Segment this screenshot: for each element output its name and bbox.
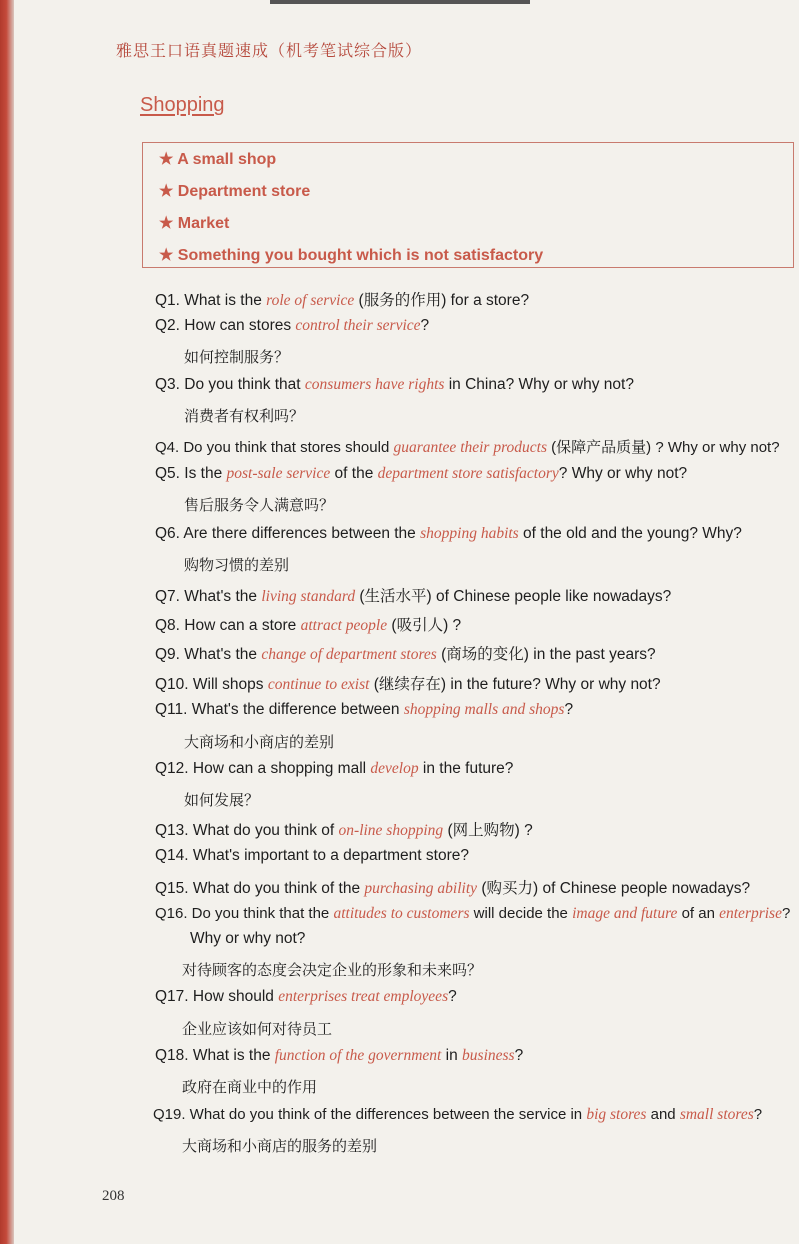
question-17-translation: 企业应该如何对待员工 <box>182 1021 333 1038</box>
question-16-translation: 对待顾客的态度会决定企业的形象和未来吗？ <box>182 962 483 979</box>
question-2: Q2. How can stores control their service? <box>155 317 430 334</box>
section-title: Shopping <box>140 94 225 116</box>
question-11-translation: 大商场和小商店的差别 <box>184 734 335 751</box>
question-16-continuation: Why or why not? <box>190 930 306 947</box>
question-14: Q14. What's important to a department store? <box>155 847 469 864</box>
question-18: Q18. What is the function of the government in business? <box>155 1047 524 1064</box>
question-5-translation: 售后服务令人满意吗？ <box>184 497 335 514</box>
question-6: Q6. Are there differences between the shopping habits of the old and the young? Why? <box>155 525 742 542</box>
running-head: 雅思王口语真题速成（机考笔试综合版） <box>116 41 423 60</box>
scan-top-bar <box>270 0 530 4</box>
question-6-translation: 购物习惯的差别 <box>184 557 290 574</box>
question-15: Q15. What do you think of the purchasing ability (购买力) of Chinese people nowadays? <box>155 880 751 897</box>
question-2-translation: 如何控制服务？ <box>184 349 290 366</box>
question-7: Q7. What's the living standard (生活水平) of Chinese people like nowadays? <box>155 588 672 605</box>
question-10: Q10. Will shops continue to exist (继续存在) in the future? Why or why not? <box>155 676 661 693</box>
question-4: Q4. Do you think that stores should guarantee their products (保障产品质量) ? Why or why not? <box>155 439 780 456</box>
question-12: Q12. How can a shopping mall develop in the future? <box>155 760 514 777</box>
question-18-translation: 政府在商业中的作用 <box>182 1079 318 1096</box>
topic-item: ★ Market <box>159 215 230 232</box>
question-3-translation: 消费者有权利吗？ <box>184 408 305 425</box>
question-12-translation: 如何发展？ <box>184 792 260 809</box>
question-1: Q1. What is the role of service (服务的作用) for a store? <box>155 292 530 309</box>
question-13: Q13. What do you think of on-line shopping (网上购物) ? <box>155 822 533 839</box>
question-9: Q9. What's the change of department stores (商场的变化) in the past years? <box>155 646 656 663</box>
question-8: Q8. How can a store attract people (吸引人) ? <box>155 617 462 634</box>
question-19-translation: 大商场和小商店的服务的差别 <box>182 1138 378 1155</box>
page-number: 208 <box>102 1188 125 1204</box>
question-3: Q3. Do you think that consumers have rights in China? Why or why not? <box>155 376 634 393</box>
question-17: Q17. How should enterprises treat employees? <box>155 988 457 1005</box>
question-5: Q5. Is the post-sale service of the department store satisfactory? Why or why not? <box>155 465 688 482</box>
question-11: Q11. What's the difference between shopping malls and shops? <box>155 701 574 718</box>
topic-item: ★ Something you bought which is not satisfactory <box>159 247 544 264</box>
topic-box <box>142 142 794 268</box>
page-binding-edge <box>0 0 14 1244</box>
question-19: Q19. What do you think of the differences between the service in big stores and small stores? <box>153 1106 763 1123</box>
topic-item: ★ A small shop <box>159 151 277 168</box>
question-16: Q16. Do you think that the attitudes to customers will decide the image and future of an enterprise? <box>155 905 791 922</box>
topic-item: ★ Department store <box>159 183 311 200</box>
